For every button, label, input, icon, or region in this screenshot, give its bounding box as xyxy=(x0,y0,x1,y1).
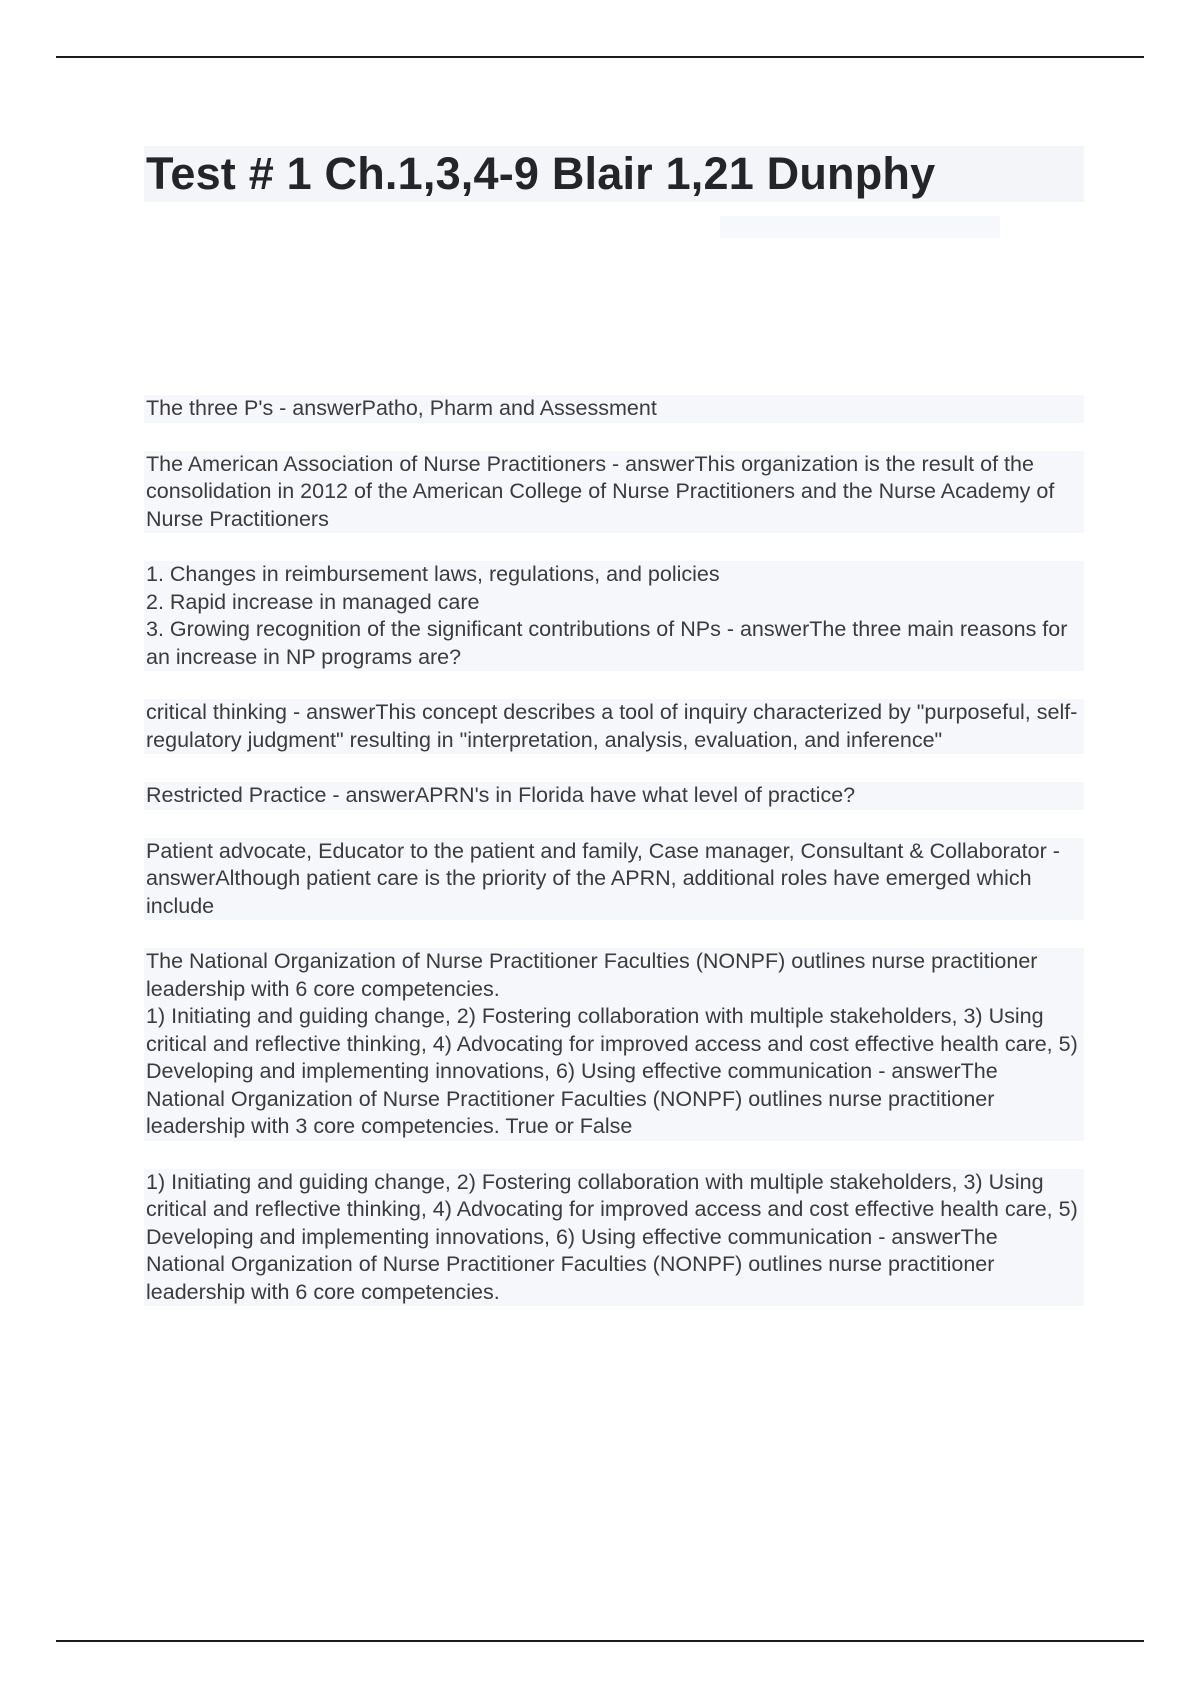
subtitle-placeholder xyxy=(720,216,1000,238)
card-definition: Patho, Pharm and Assessment xyxy=(361,396,657,420)
bottom-rule xyxy=(56,1640,1144,1642)
card-separator: - answer xyxy=(326,783,415,807)
card-definition: This concept describes a tool of inquiry characterized by "purposeful, self-regulatory judgment" resulting in "interpretation, analysis, evaluation, and inference" xyxy=(146,700,1078,752)
flashcard-item xyxy=(144,948,1084,1141)
card-term: The American Association of Nurse Practitioners xyxy=(146,451,607,476)
top-rule xyxy=(56,56,1144,58)
flashcard-item xyxy=(144,699,1084,754)
card-separator: - answer xyxy=(273,396,362,420)
card-definition: The National Organization of Nurse Practitioner Faculties (NONPF) outlines nurse practitioner leadership with 6 core competencies. xyxy=(146,1224,1004,1304)
flashcard-item xyxy=(144,451,1084,534)
title-block xyxy=(144,146,1084,202)
card-separator: - answer xyxy=(146,838,1066,890)
card-term: 1. Changes in reimbursement laws, regulations, and policies 2. Rapid increase in managed care 3. Growing recognition of the significant contributions of NPs xyxy=(146,562,721,641)
card-definition: The National Organization of Nurse Practitioner Faculties (NONPF) outlines nurse practitioner leadership with 3 core competencies. True or False xyxy=(146,1059,1004,1138)
card-term: 1) Initiating and guiding change, 2) Fostering collaboration with multiple stakeholders, 3) Using critical and reflective thinking, 4) Advocating for improved access and cost effective health care, 5) Developing and implementing innovations, 6) Using effective communication xyxy=(146,1169,1084,1249)
card-definition: Although patient care is the priority of the APRN, additional roles have emerged which include xyxy=(146,866,1038,918)
card-separator: - answer xyxy=(872,1059,961,1083)
flashcard-item xyxy=(144,395,1084,423)
card-definition: This organization is the result of the consolidation in 2012 of the American College of Nurse Practitioners and the Nurse Academy of Nurse Practitioners xyxy=(146,451,1061,531)
card-term: The three P's xyxy=(146,396,274,420)
flashcard-list xyxy=(144,395,1084,1334)
flashcard-item xyxy=(144,1169,1084,1307)
card-separator: - answer xyxy=(606,451,695,476)
page-title: Test # 1 Ch.1,3,4-9 Blair 1,21 Dunphy xyxy=(146,148,936,199)
card-definition: The three main reasons for an increase in NP programs are? xyxy=(146,617,1074,669)
card-term: critical thinking xyxy=(146,700,287,724)
card-term: The National Organization of Nurse Practitioner Faculties (NONPF) outlines nurse practitioner leadership with 6 core competencies. 1) Initiating and guiding change, 2) Fostering collaboration with multiple stakeholders, 3) Using critical and reflective thinking, 4) Advocating for improved access and cost effective health care, 5) Developing and implementing innovations, 6) Using effective communication xyxy=(146,949,1078,1083)
flashcard-item xyxy=(144,782,1084,810)
flashcard-item xyxy=(144,561,1084,671)
flashcard-item xyxy=(144,838,1084,921)
card-definition: APRN's in Florida have what level of practice? xyxy=(414,783,856,807)
card-term: Patient advocate, Educator to the patient and family, Case manager, Consultant & Collaborator xyxy=(146,838,1047,863)
card-separator: - answer xyxy=(872,1224,961,1249)
card-term: Restricted Practice xyxy=(146,783,327,807)
card-separator: - answer xyxy=(287,700,376,724)
card-separator: - answer xyxy=(720,617,810,641)
